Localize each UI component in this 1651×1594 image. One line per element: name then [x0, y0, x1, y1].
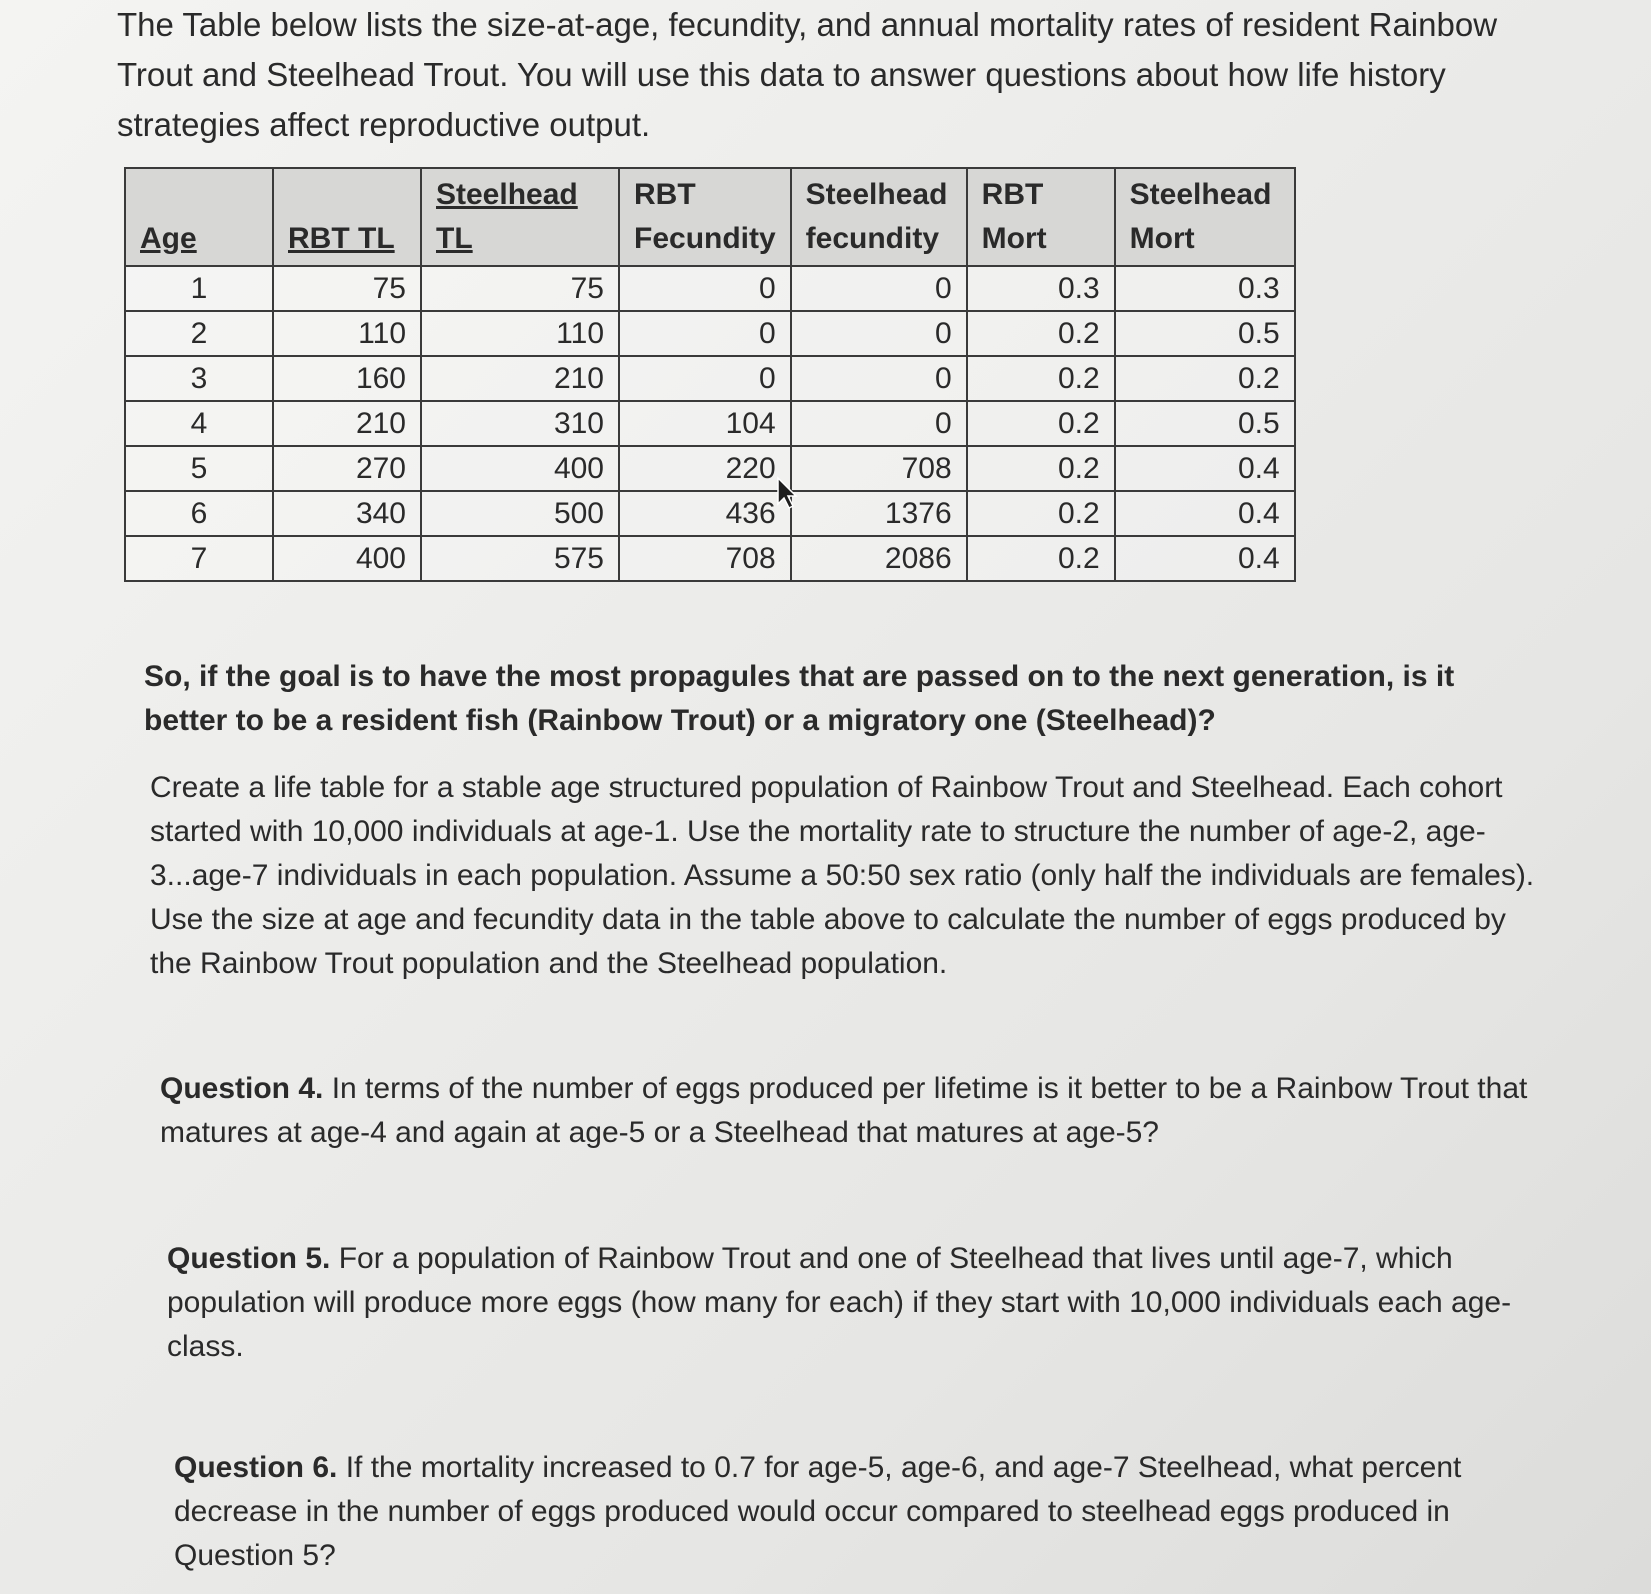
cell-age: 1 [125, 266, 273, 311]
table-row [125, 401, 1295, 446]
cell-rbt-fecundity: 220 [619, 446, 791, 491]
header-rbt-mort: RBT Mort [967, 168, 1115, 266]
question-text: If the mortality increased to 0.7 for age-5, age-6, and age-7 Steelhead, what percent decrease in the number of eggs produced would occur compared to steelhead eggs produced in Question 5? [174, 1451, 1462, 1572]
header-rbt-tl: RBT TL [273, 168, 421, 266]
cell-age: 3 [125, 356, 273, 401]
header-steelhead-fecundity: Steelhead fecundity [791, 168, 967, 266]
table-row [125, 356, 1295, 401]
question-label: Question 6. [174, 1451, 338, 1484]
header-age: Age [125, 168, 273, 266]
cell-steelhead-tl: 500 [421, 491, 619, 536]
cell-rbt-mort: 0.3 [967, 266, 1115, 311]
cell-rbt-fecundity: 0 [619, 311, 791, 356]
cell-steelhead-mort: 0.4 [1115, 446, 1295, 491]
cell-steelhead-fecundity: 708 [791, 446, 967, 491]
intro-paragraph: The Table below lists the size-at-age, fecundity, and annual mortality rates of resident Rainbow Trout and Steelhead Trout. You will use this data to answer questions about how life history strategies affect reproductive output. [117, 6, 1498, 143]
cell-steelhead-tl: 310 [421, 401, 619, 446]
table-row [125, 266, 1295, 311]
question-text: For a population of Rainbow Trout and one of Steelhead that lives until age-7, which population will produce more eggs (how many for each) if they start with 10,000 individuals each age-class. [167, 1242, 1512, 1363]
cell-age: 4 [125, 401, 273, 446]
cell-steelhead-fecundity: 0 [791, 266, 967, 311]
table-row [125, 311, 1295, 356]
question-5 [167, 1237, 1567, 1369]
question-6 [174, 1446, 1574, 1578]
table-row [125, 536, 1295, 581]
cell-rbt-fecundity: 708 [619, 536, 791, 581]
cell-rbt-mort: 0.2 [967, 446, 1115, 491]
cell-rbt-mort: 0.2 [967, 311, 1115, 356]
cell-rbt-tl: 110 [273, 311, 421, 356]
cell-rbt-tl: 160 [273, 356, 421, 401]
cell-rbt-tl: 270 [273, 446, 421, 491]
trout-data-table [124, 167, 1296, 582]
cell-steelhead-fecundity: 2086 [791, 536, 967, 581]
cell-rbt-fecundity: 0 [619, 356, 791, 401]
cell-steelhead-fecundity: 1376 [791, 491, 967, 536]
cell-rbt-mort: 0.2 [967, 356, 1115, 401]
cell-rbt-tl: 340 [273, 491, 421, 536]
cell-steelhead-fecundity: 0 [791, 356, 967, 401]
cell-rbt-fecundity: 436 [619, 491, 791, 536]
header-steelhead-mort: Steelhead Mort [1115, 168, 1295, 266]
cell-rbt-mort: 0.2 [967, 491, 1115, 536]
cell-steelhead-fecundity: 0 [791, 401, 967, 446]
life-table-instructions: Create a life table for a stable age structured population of Rainbow Trout and Steelhead. Each cohort started with 10,000 individuals at age-1. Use the mortality rate to structure the number of age-2, age-3...age-7 individuals in each population. Assume a 50:50 sex ratio (only half the individuals are females). Use the size at age and fecundity data in the table above to calculate the number of eggs produced by the Rainbow Trout population and the Steelhead population. [150, 771, 1535, 980]
cell-steelhead-mort: 0.3 [1115, 266, 1295, 311]
cell-steelhead-mort: 0.5 [1115, 311, 1295, 356]
cell-rbt-fecundity: 0 [619, 266, 791, 311]
cell-steelhead-tl: 75 [421, 266, 619, 311]
cell-steelhead-tl: 400 [421, 446, 619, 491]
header-rbt-fecundity: RBT Fecundity [619, 168, 791, 266]
goal-question: So, if the goal is to have the most propagules that are passed on to the next generation, is it better to be a resident fish (Rainbow Trout) or a migratory one (Steelhead)? [144, 660, 1455, 737]
mouse-pointer-icon [776, 476, 800, 510]
cell-rbt-tl: 210 [273, 401, 421, 446]
header-steelhead-tl: Steelhead TL [421, 168, 619, 266]
cell-steelhead-tl: 110 [421, 311, 619, 356]
cell-steelhead-tl: 575 [421, 536, 619, 581]
cell-steelhead-tl: 210 [421, 356, 619, 401]
cell-rbt-mort: 0.2 [967, 536, 1115, 581]
cell-rbt-mort: 0.2 [967, 401, 1115, 446]
cell-age: 6 [125, 491, 273, 536]
cell-rbt-tl: 75 [273, 266, 421, 311]
table-row [125, 491, 1295, 536]
table-header-row [125, 168, 1295, 266]
table-row [125, 446, 1295, 491]
question-4 [160, 1067, 1560, 1155]
cell-age: 7 [125, 536, 273, 581]
cell-steelhead-mort: 0.5 [1115, 401, 1295, 446]
cell-age: 5 [125, 446, 273, 491]
cell-age: 2 [125, 311, 273, 356]
cell-steelhead-fecundity: 0 [791, 311, 967, 356]
cell-steelhead-mort: 0.4 [1115, 536, 1295, 581]
cell-steelhead-mort: 0.4 [1115, 491, 1295, 536]
question-label: Question 5. [167, 1242, 331, 1275]
cell-rbt-fecundity: 104 [619, 401, 791, 446]
question-label: Question 4. [160, 1072, 324, 1105]
cell-steelhead-mort: 0.2 [1115, 356, 1295, 401]
question-text: In terms of the number of eggs produced per lifetime is it better to be a Rainbow Trout that matures at age-4 and again at age-5 or a Steelhead that matures at age-5? [160, 1072, 1528, 1149]
cell-rbt-tl: 400 [273, 536, 421, 581]
